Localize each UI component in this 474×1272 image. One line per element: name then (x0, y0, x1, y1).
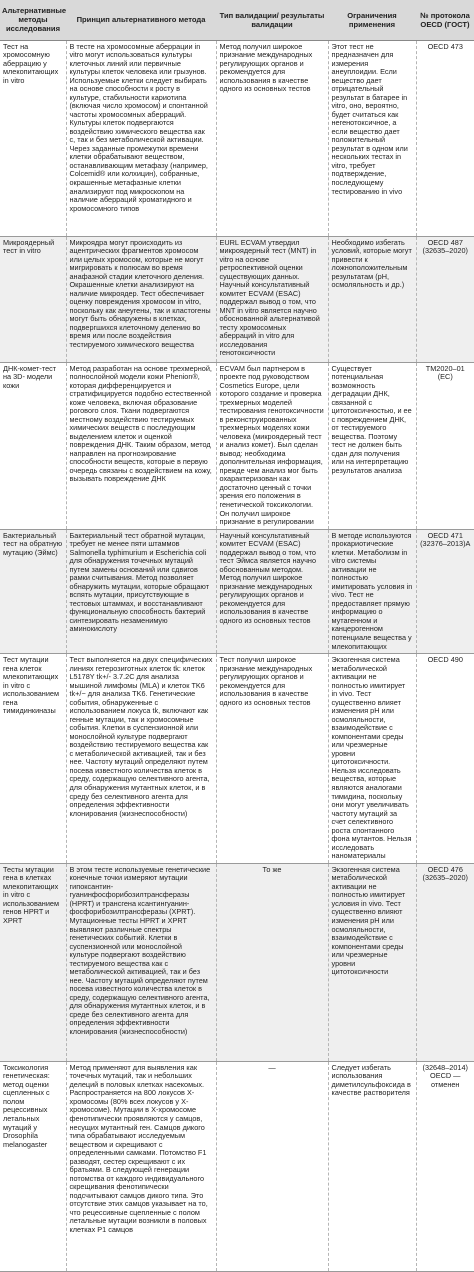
cell-principle: Микроядра могут происходить из ацентрических фрагментов хромосом или целых хромосом, которые не могут мигрировать к полюсам во время анафазной стадии клеточного деления. Окрашенные клетки анализируют на наличие микроядер. Тест обеспечивает оценку повреждения хромосом in vitro, поскольку как анеугены, так и кластогены могут быть обнаружены в клетках, подвергшихся клеточному делению во время или после воздействия тестируемого химического вещества (66, 236, 216, 362)
cell-method: Тесты мутации гена в клетках млекопитающих in vitro с использованием генов HPRT и XPRT (0, 863, 66, 1061)
table-row (0, 529, 474, 653)
cell-principle: Бактериальный тест обратной мутации, требует не менее пяти штаммов Salmonella typhimurium и Escherichia coli для обнаружения точечных мутаций путем замены оснований или сдвигов рамки считывания. Метод позволяет обнаружить мутации, которые обращают вспять мутации, присутствующие в тестовых штаммах, и восстанавливают функциональную способность бактерий синтезировать незаменимую аминокислоту (66, 529, 216, 653)
cell-validation: EURL ECVAM утвердил микроядерный тест (MNT) in vitro на основе ретроспективной оценки существующих данных. Научный консультативный комитет ECVAM (ESAC) поддержал вывод о том, что MNT in vitro является научно обоснованной альтернативой тесту хромосомных аберраций in vitro для исследования генотоксичности (216, 236, 328, 362)
table-header-row (0, 0, 474, 40)
cell-limits: Экзогенная система метаболической активации не полностью имитирует in vivo. Тест существенно влияет изменения pH или осмоляльности, взаимодействие с компонентами среды или чрезмерные уровни цитотоксичности. Нельзя исследовать вещества, которые являются аналогами тимидина, поскольку они могут увеличивать частоту мутаций за счет селективного роста спонтанного фона мутантов. Нельзя исследовать наноматериалы (328, 654, 416, 864)
cell-validation: — (216, 1061, 328, 1271)
table-row (0, 40, 474, 236)
cell-limits: Этот тест не предназначен для измерения анеуплоидии. Если вещество дает отрицательный результат в батарее in vitro, оно, вероятно, будет считаться как негенотоксичное, а если вещество дает положительный результат в одном или нескольких тестах in vitro, требует подтверждение, последующему тестированию in vivo (328, 40, 416, 236)
cell-protocol: TM2020–01 (EC) (416, 362, 474, 529)
table-row (0, 236, 474, 362)
cell-validation: ECVAM был партнером в проекте под руководством Cosmetics Europe, цели которого создание и проверка трехмерных моделей тестирования генотоксичности в реконструированных трехмерных моделях кожи человека (микроядерный тест и анализ комет). Был сделан вывод: необходима дополнительная информация, прежде чем анализ мог быть охарактеризован как достаточно ценный с точки зрения его положения в генетической токсикологии. Он получил широкое признание в регулировании (216, 362, 328, 529)
cell-method: Микроядерный тест in vitro (0, 236, 66, 362)
header-limits: Ограничения применения (328, 0, 416, 40)
table-row (0, 1061, 474, 1271)
cell-protocol: OECD 490 (416, 654, 474, 864)
cell-protocol: OECD 473 (416, 40, 474, 236)
cell-method: Бактериальный тест на обратную мутацию (Эймс) (0, 529, 66, 653)
table-row (0, 863, 474, 1061)
cell-principle: Метод применяют для выявления как точечных мутаций, так и небольших делеций в половых клетках насекомых. Распространяется на 800 локусов Х-хромосомы (80% всех локусов у Х-хромосоме). Мутации в Х-хромосоме фенотипически проявляются у самцов, несущих мутантный ген. Самцов дикого типа обрабатывают исследуемым веществом и скрещивают с определенными самками. Потомство F1 разводят, сестер скрещивают с их братьями. В следующей генерации потомства от каждого индивидуального скрещивания фенотипически подсчитывают самцов дикого типа. Это отсутствие этих самцов указывает на то, что рецессивные сцепленные с полом летальные мутации возникли в половых клетках P1 самцов (66, 1061, 216, 1271)
cell-validation: То же (216, 863, 328, 1061)
header-validation: Тип валидации/ результаты валидации (216, 0, 328, 40)
cell-validation: Тест получил широкое признание международных регулирующих органов и рекомендуется для использования в качестве одного из основных тестов (216, 654, 328, 864)
cell-limits: Следует избегать использования диметилсульфоксида в качестве растворителя (328, 1061, 416, 1271)
cell-principle: В этом тесте используемые генетические конечные точки измеряют мутации гипоксантин-гуанинфосфорибозилтрансферазы (HPRT) и трансгена ксантингуанин-фосфорибозилтрансферазы (XPRT). Мутационные тесты HPRT и XPRT выявляют различные спектры генетических событий. Клетки в суспензионной или монослойной культуре подвергают воздействию тестируемого вещества как с метаболической активацией, так и без нее. Частоту мутаций определяют путем посева известного количества клеток в среду, содержащую селективного агента, для обнаружения мутантных клеток, и в среде без селективного агента для определения эффективности клонирования (жизнеспособности) (66, 863, 216, 1061)
header-protocol: № протокола OECD (ГОСТ) (416, 0, 474, 40)
table-row (0, 654, 474, 864)
cell-protocol: OECD 487 (32635–2020) (416, 236, 474, 362)
cell-principle: Тест выполняется на двух специфических линиях гетерозиготных клеток tk: клеток L5178Y tk+/- 3.7.2C для анализа мышиной лимфомы (MLA) и клеток TK6 tk+/− для анализа TK6. Генетические события, обнаруженные с использованием локуса tk, включают как генные мутации, так и хромосомные события. Клетки в суспензионной или монослойной культуре подвергают воздействию тестируемого вещества как с метаболической активацией, так и без нее. Частоту мутаций определяют путем посева известного количества клеток в среду, содержащую селективного агента, для обнаружения мутантных клеток, и в среду без селективного агента для определения эффективности клонирования (жизнеспособности) (66, 654, 216, 864)
cell-principle: Метод разработан на основе трехмерной, полнослойной модели кожи Phenion®, которая дифференцируется и стратифицируется подобно естественной коже человека, включая образование рогового слоя. Ткани подвергаются местному воздействию тестируемых химических веществ с последующим выделением клеток и оценкой повреждения ДНК. Таким образом, метод направлен на прогнозирование способности веществ, которые в первую очередь связаны с воздействием на кожу, вызывать повреждение ДНК (66, 362, 216, 529)
cell-protocol: OECD 476 (32635–2020) (416, 863, 474, 1061)
cell-method: Тест на хромосомную аберрацию у млекопитающих in vitro (0, 40, 66, 236)
cell-method: Токсикология генетическая: метод оценки сцепленных с полом рецессивных летальных мутаций у Drosophila melanogaster (0, 1061, 66, 1271)
header-principle: Принцип альтернативного метода (66, 0, 216, 40)
table-row (0, 362, 474, 529)
cell-validation: Научный консультативный комитет ECVAM (ESAC) поддержал вывод о том, что тест Эймса является научно обоснованным методом. Метод получил широкое признание международных регулирующих органов и рекомендуется для использования в качестве одного из основных тестов (216, 529, 328, 653)
header-method: Альтернативные методы исследования (0, 0, 66, 40)
cell-validation: Метод получил широкое признание международных регулирующих органов и рекомендуется для использования в качестве одного из основных тестов (216, 40, 328, 236)
cell-limits: В методе используются прокариотические клетки. Метаболизм in vitro системы активации не полностью имитировать условия in vivo. Тест не предоставляет прямую информацию о мутагенном и канцерогенном потенциале вещества у млекопитающих (328, 529, 416, 653)
cell-method: Тест мутации гена клеток млекопитающих in vitro с использованием гена тимидинкиназы (0, 654, 66, 864)
cell-protocol: OECD 471 (32376–2013)А (416, 529, 474, 653)
cell-method: ДНК-комет-тест на 3D- модели кожи (0, 362, 66, 529)
cell-limits: Необходимо избегать условий, которые могут привести к ложноположительным результатам (pH, осмоляльность и др.) (328, 236, 416, 362)
cell-limits: Экзогенная система метаболической активации не полностью имитирует условия in vivo. Тест существенно влияют изменения pH или осмоляльности, взаимодействие с компонентами среды или чрезмерные уровни цитотоксичности (328, 863, 416, 1061)
cell-principle: В тесте на хромосомные аберрации in vitro могут использоваться культуры клеточных линий или первичные культуры клеток человека или грызунов. Используемые клетки следует выбирать на основе способности к росту в культуре, стабильности кариотипа (включая число хромосом) и спонтанной частоты хромосомных аберраций. Культуры клеток подвергаются воздействию химического вещества как с, так и без метаболической активации. Через заданные промежутки времени клетки обрабатывают веществом, останавливающим метафазу (например, Colcemid® или колхицин), собранные, окрашенные метафазные клетки анализируют под микроскопом на наличие аберраций хроматидного и хромосомного типов (66, 40, 216, 236)
cell-limits: Существует потенциальная возможность деградации ДНК, связанной с цитотоксичностью, и ее с повреждением ДНК, от тестируемого вещества. Поэтому тест не должен быть сдан для получения или на интерпретацию результатов анализа (328, 362, 416, 529)
cell-protocol: (32648–2014) OECD — отменен (416, 1061, 474, 1271)
